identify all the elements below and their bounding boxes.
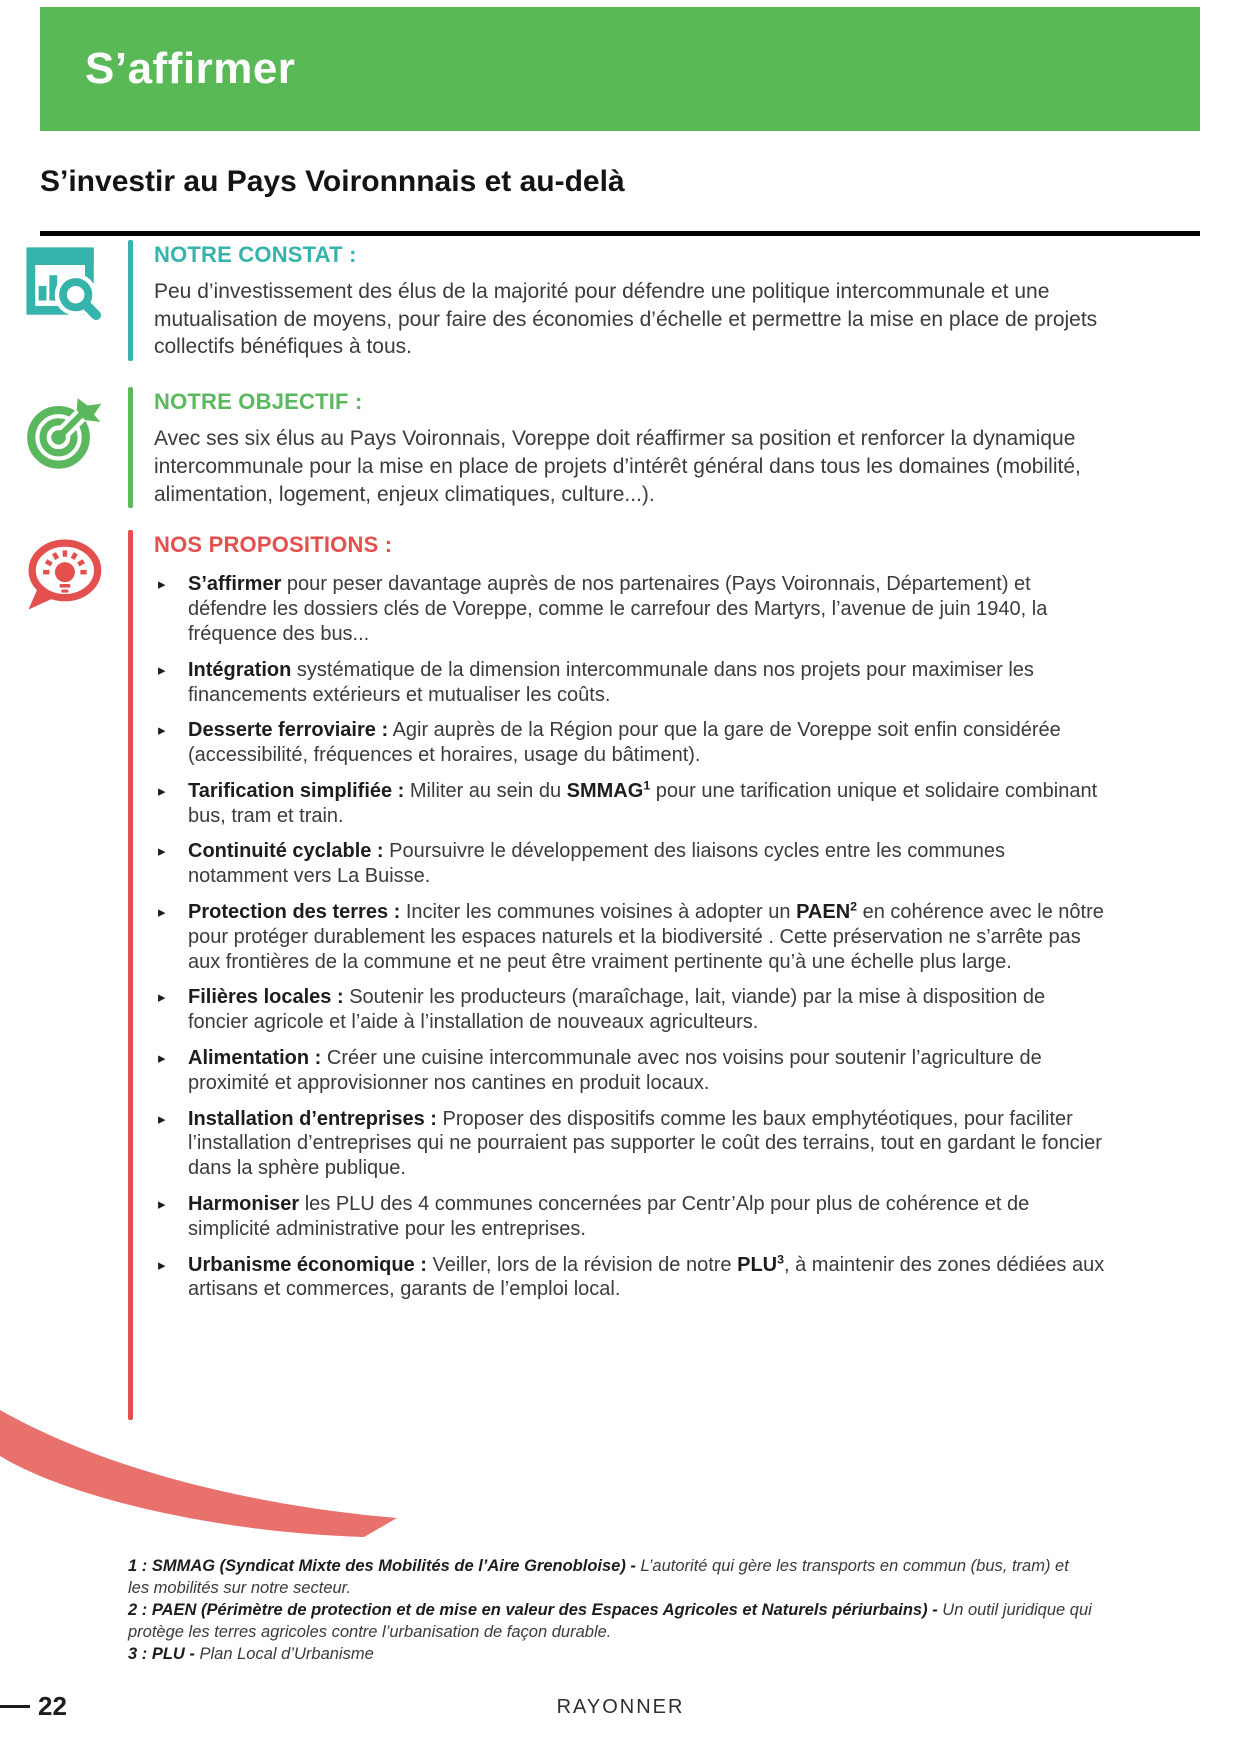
proposition-item bbox=[154, 572, 1105, 646]
bar-chart-magnifier-icon bbox=[25, 242, 103, 326]
chapter-banner bbox=[40, 7, 1200, 131]
triangle-bullet-icon: ▸ bbox=[158, 1110, 166, 1128]
proposition-item bbox=[154, 985, 1105, 1035]
proposition-item bbox=[154, 1253, 1105, 1303]
proposition-text: Continuité cyclable : Poursuivre le développement des liaisons cycles entre les communes notamment vers La Buisse. bbox=[188, 840, 1006, 888]
constat-body: Peu d’investissement des élus de la majorité pour défendre une politique intercommunale et une mutualisation de moyens, pour faire des économies d’échelle et permettre la mise en place de projets collectifs bénéfiques à tous. bbox=[154, 280, 1098, 359]
triangle-bullet-icon: ▸ bbox=[158, 722, 166, 740]
section-objectif bbox=[0, 387, 1241, 508]
red-swoosh-decoration bbox=[0, 1406, 400, 1541]
sections bbox=[0, 240, 1241, 1420]
footer-section-title: RAYONNER bbox=[556, 1696, 685, 1718]
idea-speech-bubble-icon bbox=[24, 532, 104, 616]
proposition-text: Intégration systématique de la dimension intercommunale dans nos projets pour maximiser les financements extérieurs et mutualiser les coûts. bbox=[188, 658, 1034, 706]
triangle-bullet-icon: ▸ bbox=[158, 782, 166, 800]
constat-icon-cell bbox=[0, 240, 128, 361]
section-constat bbox=[0, 240, 1241, 361]
objectif-body: Avec ses six élus au Pays Voironnais, Voreppe doit réaffirmer sa position et renforcer la dynamique intercommunale pour la mise en place de projets d’intérêt général dans tous les domaines (mobilité, alimentation, logement, enjeux climatiques, culture...). bbox=[154, 427, 1081, 506]
proposition-item bbox=[154, 1192, 1105, 1242]
propositions-content bbox=[133, 530, 1241, 1420]
triangle-bullet-icon: ▸ bbox=[158, 576, 166, 594]
triangle-bullet-icon: ▸ bbox=[158, 843, 166, 861]
proposition-item bbox=[154, 718, 1105, 768]
proposition-text: S’affirmer pour peser davantage auprès de nos partenaires (Pays Voironnais, Département) et défendre les dossiers clés de Voreppe, comme le carrefour des Martyrs, l’avenue de juin 1940, la fréquence des bus... bbox=[188, 573, 1048, 645]
triangle-bullet-icon: ▸ bbox=[158, 1196, 166, 1214]
triangle-bullet-icon: ▸ bbox=[158, 989, 166, 1007]
objectif-icon-cell bbox=[0, 387, 128, 508]
proposition-item bbox=[154, 1107, 1105, 1181]
proposition-item bbox=[154, 1046, 1105, 1096]
proposition-text: Urbanisme économique : Veiller, lors de la révision de notre PLU$^3$, à maintenir des zones dédiées aux artisans et commerces, garants de l’emploi local. bbox=[188, 1251, 1105, 1301]
constat-label: NOTRE CONSTAT : bbox=[154, 242, 357, 267]
proposition-item bbox=[154, 839, 1105, 889]
proposition-text: Installation d’entreprises : Proposer des dispositifs comme les baux emphytéotiques, pour faciliter l’installation d’entreprises qui ne pourraient pas supporter le coût des terrains, tout en gardant le foncier dans la sphère publique. bbox=[188, 1107, 1102, 1180]
footnote: 2 : PAEN (Périmètre de protection et de mise en valeur des Espaces Agricoles et Naturels périurbains) - Un outil juridique qui protège les terres agricoles contre l’urbanisation de façon durable. bbox=[128, 1600, 1092, 1641]
proposition-item bbox=[154, 900, 1105, 974]
page-title: S’investir au Pays Voironnnais et au-delà bbox=[40, 165, 625, 198]
proposition-text: Protection des terres : Inciter les communes voisines à adopter un PAEN$^2$ en cohérence avec le nôtre pour protéger durablement les espaces naturels et la biodiversité . Cette préservation ne s’arrête pas aux frontières de la commune et ne peut être vraiment pertinente qu’à une échelle plus large. bbox=[188, 899, 1104, 973]
chapter-title: S’affirmer bbox=[85, 44, 296, 93]
triangle-bullet-icon: ▸ bbox=[158, 661, 166, 679]
section-propositions bbox=[0, 530, 1241, 1420]
page-number: 22 bbox=[38, 1691, 67, 1721]
propositions-list bbox=[154, 572, 1105, 1302]
triangle-bullet-icon: ▸ bbox=[158, 1256, 166, 1274]
proposition-text: Alimentation : Créer une cuisine intercommunale avec nos voisins pour soutenir l’agriculture de proximité et approvisionner nos cantines en produit locaux. bbox=[188, 1047, 1042, 1094]
triangle-bullet-icon: ▸ bbox=[158, 1050, 166, 1068]
proposition-text: Tarification simplifiée : Militer au sein du SMMAG$^1$ pour une tarification unique et solidaire combinant bus, tram et train. bbox=[188, 778, 1098, 827]
objectif-label: NOTRE OBJECTIF : bbox=[154, 389, 363, 415]
proposition-item bbox=[154, 779, 1105, 829]
footnotes bbox=[128, 1556, 1093, 1666]
constat-content bbox=[133, 240, 1241, 361]
propositions-icon-cell bbox=[0, 530, 128, 1420]
proposition-item bbox=[154, 658, 1105, 708]
objectif-content bbox=[133, 387, 1241, 508]
target-arrow-icon bbox=[24, 389, 104, 473]
title-divider bbox=[40, 231, 1200, 236]
propositions-label: NOS PROPOSITIONS : bbox=[154, 532, 393, 558]
footnote: 3 : PLU - Plan Local d’Urbanisme bbox=[128, 1644, 374, 1663]
proposition-text: Desserte ferroviaire : Agir auprès de la Région pour que la gare de Voreppe soit enfin considérée (accessibilité, fréquences et horaires, usage du bâtiment). bbox=[188, 719, 1061, 767]
proposition-text: Filières locales : Soutenir les producteurs (maraîchage, lait, viande) par la mise à disposition de foncier agricole et l’aide à l’installation de nouveaux agriculteurs. bbox=[188, 986, 1046, 1034]
footnote: 1 : SMMAG (Syndicat Mixte des Mobilités de l’Aire Grenobloise) - L’autorité qui gère les transports en commun (bus, tram) et les mobilités sur notre secteur. bbox=[128, 1557, 1069, 1597]
proposition-text: Harmoniser les PLU des 4 communes concernées par Centr’Alp pour plus de cohérence et de simplicité administrative pour les entreprises. bbox=[188, 1193, 1030, 1240]
triangle-bullet-icon: ▸ bbox=[158, 904, 166, 922]
